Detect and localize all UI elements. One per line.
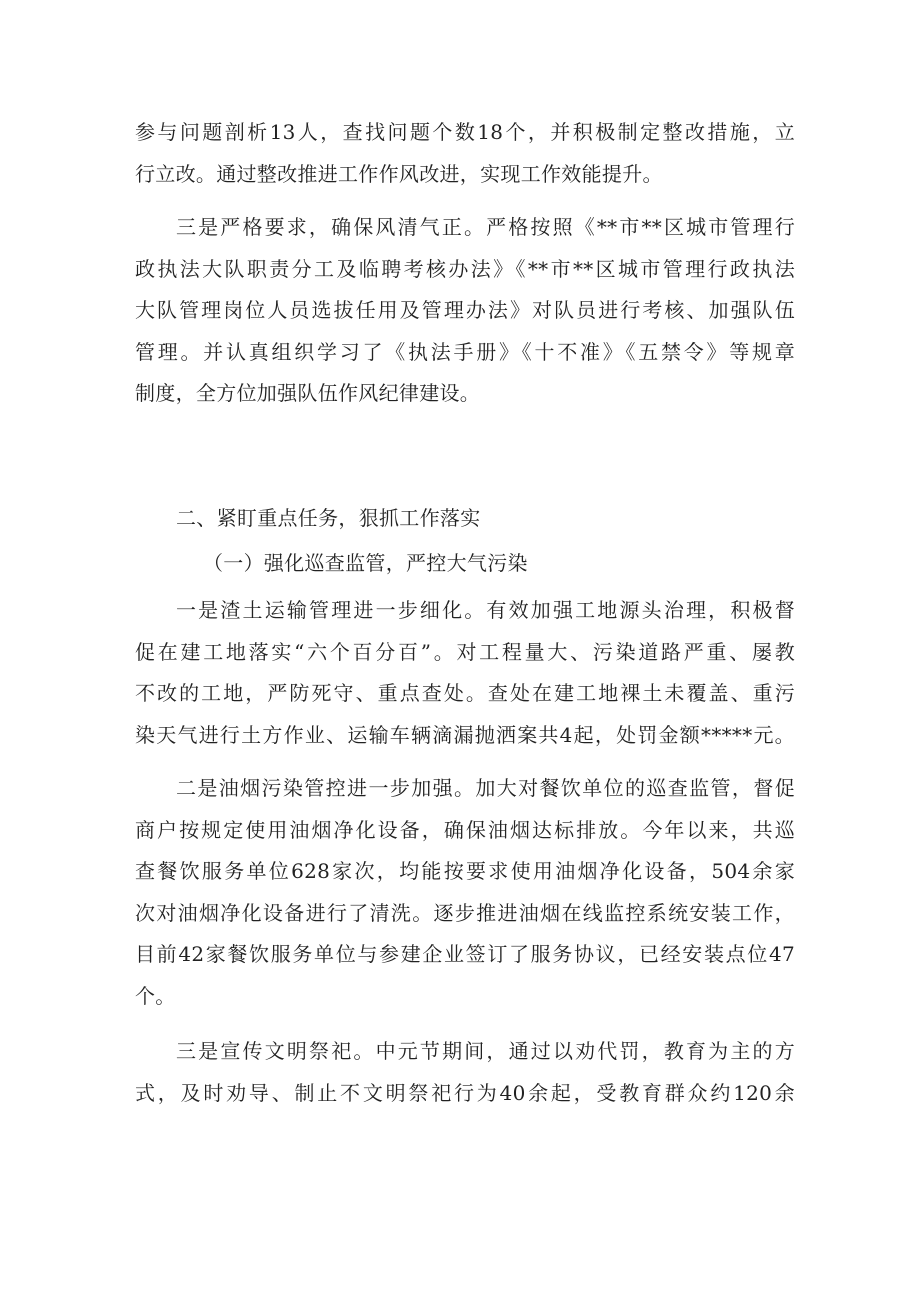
- paragraph-line: 大队管理岗位人员选拔任用及管理办法》对队员进行考核、加强队伍: [135, 298, 795, 322]
- paragraph-line: 一是渣土运输管理进一步细化。有效加强工地源头治理，积极督: [176, 598, 795, 622]
- paragraph-line: 目前42家餐饮服务单位与参建企业签订了服务协议，已经安装点位47: [135, 942, 795, 966]
- paragraph-1: [135, 112, 795, 195]
- paragraph-line: 制度，全方位加强队伍作风纪律建设。: [135, 381, 481, 405]
- paragraph-line: 二是油烟污染管控进一步加强。加大对餐饮单位的巡查监管，督促: [176, 776, 795, 800]
- section-heading: [135, 498, 795, 540]
- heading-text: （一）强化巡查监管，严控大气污染: [203, 551, 528, 575]
- paragraph-line: 促在建工地落实“六个百分百”。对工程量大、污染道路严重、屡教: [135, 639, 795, 664]
- paragraph-4: [135, 768, 795, 1017]
- paragraph-line: 查餐饮服务单位628家次，均能按要求使用油烟净化设备，504余家: [135, 859, 795, 883]
- paragraph-line: 三是严格要求，确保风清气正。严格按照《**市**区城市管理行: [176, 215, 795, 239]
- paragraph-line: 次对油烟净化设备进行了清洗。逐步推进油烟在线监控系统安装工作，: [135, 900, 795, 925]
- paragraph-3: [135, 590, 795, 756]
- subsection-heading: [135, 543, 795, 585]
- paragraph-line: 式，及时劝导、制止不文明祭祀行为40余起，受教育群众约120余: [135, 1080, 795, 1105]
- paragraph-line: 三是宣传文明祭祀。中元节期间，通过以劝代罚，教育为主的方: [176, 1039, 795, 1063]
- paragraph-line: 染天气进行土方作业、运输车辆滴漏抛洒案共4起，处罚金额*****元。: [135, 722, 795, 747]
- paragraph-5: [135, 1031, 795, 1114]
- paragraph-line: 参与问题剖析13人，查找问题个数18个，并积极制定整改措施，立: [135, 120, 795, 144]
- paragraph-line: 不改的工地，严防死守、重点查处。查处在建工地裸土未覆盖、重污: [135, 681, 795, 705]
- paragraph-line: 行立改。通过整改推进工作作风改进，实现工作效能提升。: [135, 161, 663, 186]
- paragraph-2: [135, 207, 795, 415]
- paragraph-line: 政执法大队职责分工及临聘考核办法》《**市**区城市管理行政执法: [135, 256, 795, 281]
- paragraph-line: 个。: [135, 983, 176, 1008]
- paragraph-line: 商户按规定使用油烟净化设备，确保油烟达标排放。今年以来，共巡: [135, 817, 795, 842]
- paragraph-line: 管理。并认真组织学习了《执法手册》《十不准》《五禁令》等规章: [135, 339, 795, 364]
- heading-text: 二、紧盯重点任务，狠抓工作落实: [176, 506, 481, 530]
